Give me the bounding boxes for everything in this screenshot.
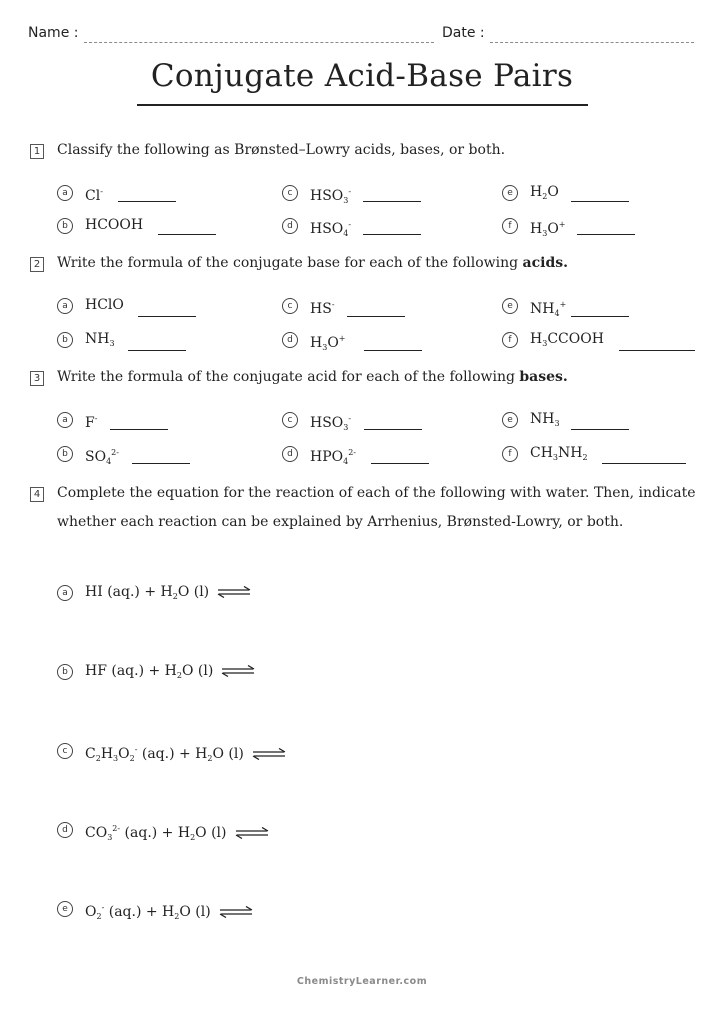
q1-item-c-formula: $HSO_3^-$ (310, 187, 352, 205)
date-label: Date : (442, 25, 485, 41)
name-field[interactable] (84, 42, 434, 43)
equilibrium-arrow-icon (252, 748, 286, 760)
question-2-emphasis: acids. (522, 255, 569, 271)
question-2-text: Write the formula of the conjugate base for each of the following acids. (57, 255, 569, 271)
q4-equation-c (57, 740, 457, 762)
q1-item-b-letter: b (57, 218, 73, 234)
q2-item-b-letter: b (57, 332, 73, 348)
q2-item-f-formula: $H_3CCOOH$ (530, 331, 604, 348)
q3-item-d-formula: $HPO_4^{2-}$ (310, 448, 356, 466)
footer-watermark: ChemistryLearner.com (296, 976, 428, 987)
q2-answer-e[interactable] (571, 316, 629, 317)
q2-item-a-letter: a (57, 298, 73, 314)
q4-equation-a-text: HI $(aq.) + H_2O$ (l) (85, 584, 210, 601)
title-underline (137, 104, 588, 106)
q1-answer-b[interactable] (158, 234, 216, 235)
q2-item-a-formula: HClO (85, 297, 124, 313)
equilibrium-arrow-icon (235, 827, 269, 839)
q2-answer-d[interactable] (364, 350, 422, 351)
question-4-number: 4 (30, 487, 44, 502)
q1-item-f-letter: f (502, 218, 518, 234)
q1-item-c-letter: c (282, 185, 298, 201)
question-3-number: 3 (30, 371, 44, 386)
q2-item-e-formula: $NH_4^+$ (530, 300, 567, 318)
q4-item-b-letter: b (57, 664, 73, 680)
q4-equation-e-text: $O_2^-$ $(aq.) + H_2O$ (l) (85, 903, 211, 921)
q2-answer-c[interactable] (347, 316, 405, 317)
q2-item-d-letter: d (282, 332, 298, 348)
q1-item-a-letter: a (57, 185, 73, 201)
q3-item-b-letter: b (57, 446, 73, 462)
q4-equation-d-text: $CO_3^{2-}$ $(aq.) + H_2O$ (l) (85, 824, 227, 842)
q1-answer-e[interactable] (571, 201, 629, 202)
q1-item-d-formula: $HSO_4^-$ (310, 220, 352, 238)
q4-item-a-letter: a (57, 585, 73, 601)
q1-answer-a[interactable] (118, 201, 176, 202)
q3-item-f-formula: $CH_3NH_2$ (530, 445, 588, 462)
q1-item-e-formula: $H_2O$ (530, 184, 559, 201)
equilibrium-arrow-icon (221, 665, 255, 677)
equilibrium-arrow-icon (219, 906, 253, 918)
question-4-text: Complete the equation for the reaction of each of the following with water. Then, indicate whether each reaction can be explained by Arrhenius, Brønsted-Lowry, or both. (57, 485, 696, 530)
q3-item-e-letter: e (502, 412, 518, 428)
q1-item-f-formula: $H_3O^+$ (530, 220, 566, 238)
page-title: Conjugate Acid-Base Pairs (150, 58, 574, 94)
q2-item-c-formula: HS- (310, 300, 335, 317)
q2-answer-f[interactable] (619, 350, 695, 351)
q4-item-d-letter: d (57, 822, 73, 838)
q4-equation-b (57, 661, 457, 683)
q2-answer-a[interactable] (138, 316, 196, 317)
q3-item-b-formula: $SO_4^{2-}$ (85, 448, 119, 466)
name-label: Name : (28, 25, 79, 41)
q3-answer-c[interactable] (364, 429, 422, 430)
q2-answer-b[interactable] (128, 350, 186, 351)
q2-item-b-formula: $NH_3$ (85, 331, 115, 348)
q4-equation-c-text: $C_2H_3O_2^-$ $(aq.) + H_2O$ (l) (85, 745, 244, 763)
q2-item-f-letter: f (502, 332, 518, 348)
q3-item-c-letter: c (282, 412, 298, 428)
q3-item-a-letter: a (57, 412, 73, 428)
q3-item-d-letter: d (282, 446, 298, 462)
q1-answer-c[interactable] (363, 201, 421, 202)
q4-item-c-letter: c (57, 743, 73, 759)
q3-item-c-formula: $HSO_3^-$ (310, 414, 352, 432)
q3-answer-a[interactable] (110, 429, 168, 430)
q1-item-e-letter: e (502, 185, 518, 201)
q3-answer-e[interactable] (571, 429, 629, 430)
q1-item-d-letter: d (282, 218, 298, 234)
q1-answer-d[interactable] (363, 234, 421, 235)
q3-item-f-letter: f (502, 446, 518, 462)
q3-item-e-formula: $NH_3$ (530, 411, 560, 428)
equilibrium-arrow-icon (217, 586, 251, 598)
question-2-number: 2 (30, 257, 44, 272)
q2-item-d-formula: $H_3O^+$ (310, 334, 346, 352)
question-1-text: Classify the following as Brønsted–Lowry acids, bases, or both. (57, 142, 506, 158)
date-field[interactable] (490, 42, 694, 43)
q4-equation-b-text: HF $(aq.) + H_2O$ (l) (85, 663, 214, 680)
question-3-emphasis: bases. (519, 369, 568, 385)
q4-equation-d (57, 819, 457, 841)
q2-item-e-letter: e (502, 298, 518, 314)
q1-answer-f[interactable] (577, 234, 635, 235)
q3-item-a-formula: F- (85, 414, 98, 431)
q3-answer-d[interactable] (371, 463, 429, 464)
q4-equation-e (57, 898, 457, 920)
question-1-number: 1 (30, 144, 44, 159)
q3-answer-f[interactable] (602, 463, 686, 464)
q2-item-c-letter: c (282, 298, 298, 314)
q4-equation-a (57, 582, 457, 604)
q3-answer-b[interactable] (132, 463, 190, 464)
q1-item-a-formula: Cl- (85, 187, 103, 204)
q4-item-e-letter: e (57, 901, 73, 917)
q1-item-b-formula: HCOOH (85, 217, 144, 233)
question-3-text: Write the formula of the conjugate acid for each of the following bases. (57, 369, 568, 385)
